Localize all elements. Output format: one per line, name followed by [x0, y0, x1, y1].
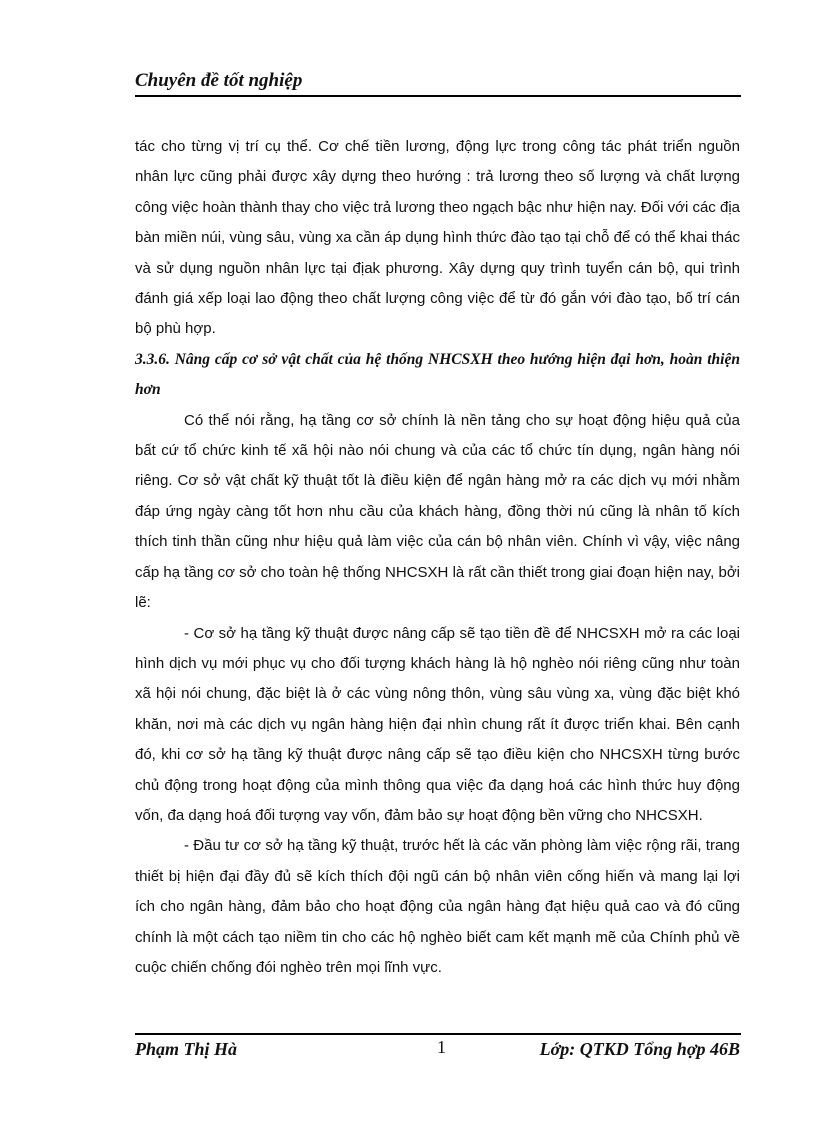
paragraph-intro: Có thể nói rằng, hạ tầng cơ sở chính là nền tảng cho sự hoạt động hiệu quả của bất cứ tổ chức kinh tế xã hội nào nói chung và của các tổ chức tín dụng, ngân hàng nói riêng. Cơ sở vật chất kỹ thuật tốt là điều kiện để ngân hàng mở ra các dịch vụ mới nhằm đáp ứng ngày càng tốt hơn nhu cầu của khách hàng, đồng thời nú cũng là nhân tố kích thích tinh thần cũng như hiệu quả làm việc của cán bộ nhân viên. Chính vì vậy, việc nâng cấp hạ tầng cơ sở cho toàn hệ thống NHCSXH là rất cần thiết trong giai đoạn hiện nay, bởi lẽ: [135, 411, 740, 612]
paragraph-continuation: tác cho từng vị trí cụ thể. Cơ chế tiền lương, động lực trong công tác phát triển nguồn nhân lực cũng phải được xây dựng theo hướng : trả lương theo số lượng và chất lượng công việc hoàn thành thay cho việc trả lương theo ngạch bậc như hiện nay. Đối với các địa bàn miền núi, vùng sâu, vùng xa cần áp dụng hình thức đào tạo tại chỗ để có thể khai thác và sử dụng nguồn nhân lực tại địak phương. Xây dựng quy trình tuyển cán bộ, qui trình đánh giá xếp loại lao động theo chất lượng công việc để từ đó gắn với đào tạo, bố trí cán bộ phù hợp. [135, 138, 740, 338]
section-heading: 3.3.6. Nâng cấp cơ sở vật chất của hệ thống NHCSXH theo hướng hiện đại hơn, hoàn thiện hơn [135, 350, 740, 399]
footer-rule [135, 1033, 741, 1035]
header-rule [135, 95, 741, 97]
footer-class: Lớp: QTKD Tổng hợp 46B [539, 1039, 740, 1059]
page-header-title: Chuyên đề tốt nghiệp [135, 70, 303, 91]
paragraph-bullet-1: - Cơ sở hạ tầng kỹ thuật được nâng cấp sẽ tạo tiền đề để NHCSXH mở ra các loại hình dịch vụ mới phục vụ cho đối tượng khách hàng là hộ nghèo nói riêng cũng như toàn xã hội nói chung, đặc biệt là ở các vùng nông thôn, vùng sâu vùng xa, vùng đặc biệt khó khăn, nơi mà các dịch vụ ngân hàng hiện đại nhìn chung rất ít được triển khai. Bên cạnh đó, khi cơ sở hạ tầng kỹ thuật được nâng cấp sẽ tạo điều kiện cho NHCSXH từng bước chủ động trong hoạt động của mình thông qua việc đa dạng hoá các hình thức huy động vốn, đa dạng hoá đối tượng vay vốn, đảm bảo sự hoạt động bền vững cho NHCSXH. [135, 624, 740, 824]
page-number: 1 [437, 1037, 446, 1057]
document-body [135, 132, 740, 983]
footer-author: Phạm Thị Hà [135, 1039, 238, 1059]
paragraph-bullet-2: - Đầu tư cơ sở hạ tầng kỹ thuật, trước hết là các văn phòng làm việc rộng rãi, trang thiết bị hiện đại đầy đủ sẽ kích thích đội ngũ cán bộ nhân viên cống hiến và mang lại lợi ích cho ngân hàng, đảm bảo cho hoạt động của ngân hàng đạt hiệu quả cao và đó cũng chính là một cách tạo niềm tin cho các hộ nghèo biết cam kết mạnh mẽ của Chính phủ về cuộc chiến chống đói nghèo trên mọi lĩnh vực. [135, 837, 740, 976]
